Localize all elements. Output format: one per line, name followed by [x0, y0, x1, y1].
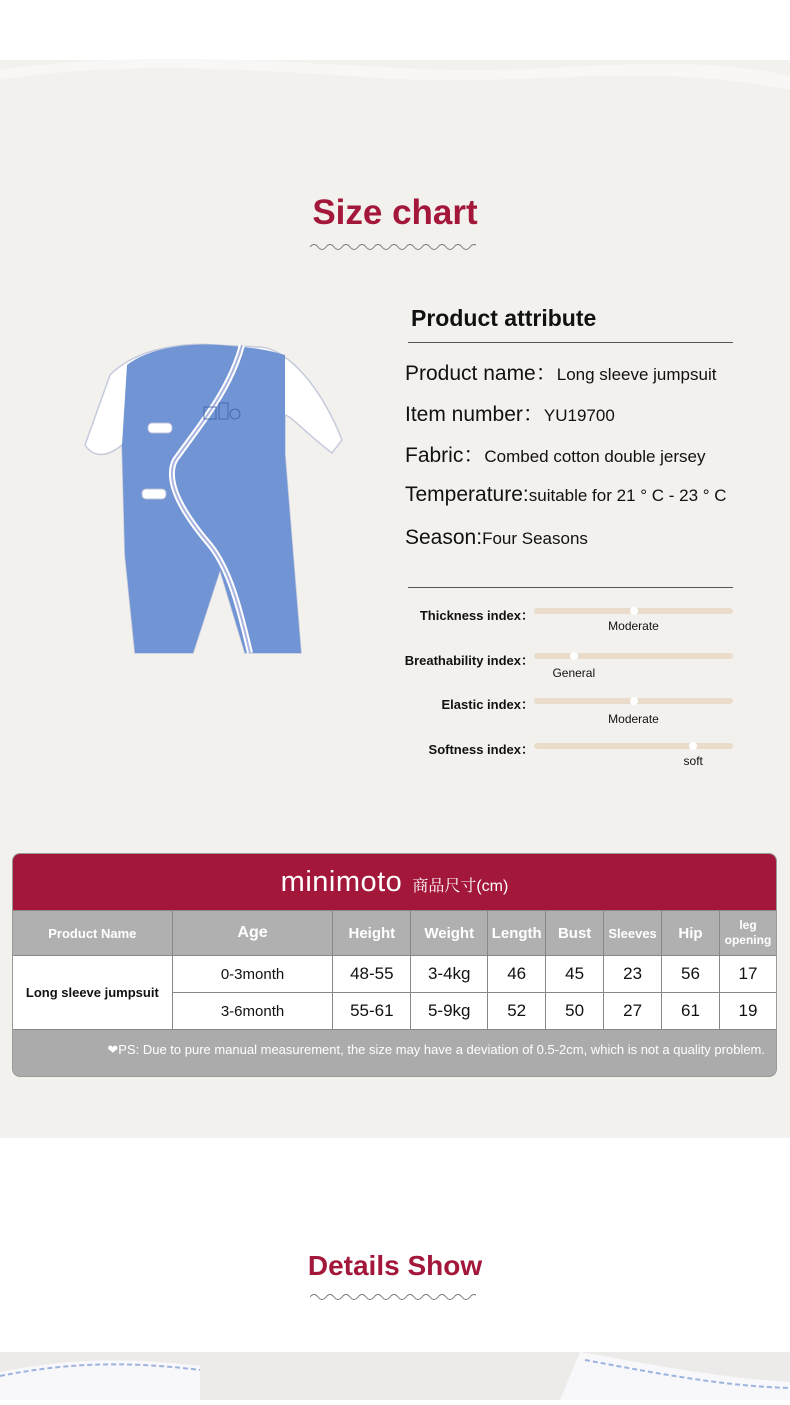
size-table-subtitle: 商品尺寸(cm) [412, 877, 509, 895]
attribute-key: Temperature: [405, 483, 529, 506]
breathability-index-label: Breathability index： [404, 653, 534, 668]
column-header: Height [333, 911, 411, 956]
attribute-product-name [405, 357, 716, 387]
softness-index-value: soft [683, 754, 703, 768]
column-header: leg opening [719, 911, 776, 956]
table-cell: 55-61 [333, 993, 411, 1030]
table-cell: 27 [604, 993, 662, 1030]
column-header: Age [172, 911, 333, 956]
softness-index-label: Softness index： [428, 742, 534, 757]
details-show-title: Details Show [307, 1250, 483, 1281]
attribute-key: Item number： [405, 403, 544, 426]
brand-logo: minimoto [280, 865, 403, 898]
product-attribute-heading: Product attribute [411, 305, 597, 331]
table-cell: 17 [719, 956, 776, 993]
thickness-index-track [534, 608, 733, 614]
thickness-index-value: Moderate [608, 619, 659, 633]
details-photo-fabric [0, 1352, 790, 1400]
details-squiggle [310, 1292, 476, 1302]
elastic-index-label: Elastic index： [441, 697, 534, 712]
attribute-key: Fabric： [405, 444, 485, 467]
details-photo [0, 1352, 790, 1400]
table-cell: 46 [488, 956, 546, 993]
thickness-index-label: Thickness index： [419, 608, 534, 623]
breathability-index-track [534, 653, 733, 659]
attribute-value: suitable for 21 ° C - 23 ° C [528, 486, 727, 505]
size-chart-title: Size chart [312, 193, 478, 232]
attribute-divider-top [408, 342, 733, 343]
table-cell: 3-6month [172, 993, 333, 1030]
size-table-header [13, 854, 776, 910]
table-row [13, 956, 777, 993]
attribute-key: Product name： [405, 362, 557, 385]
table-cell: 61 [662, 993, 720, 1030]
column-header: Bust [546, 911, 604, 956]
table-header-row [13, 911, 777, 956]
column-header: Weight [411, 911, 488, 956]
table-cell: 3-4kg [411, 956, 488, 993]
column-header: Length [488, 911, 546, 956]
table-cell: 50 [546, 993, 604, 1030]
decorative-wave [0, 40, 790, 130]
attribute-fabric [405, 439, 706, 469]
attribute-season [405, 526, 588, 550]
product-name-cell: Long sleeve jumpsuit [13, 956, 173, 1030]
attribute-value: Long sleeve jumpsuit [556, 365, 717, 384]
table-cell: 52 [488, 993, 546, 1030]
attribute-key: Season: [405, 526, 483, 549]
size-table [12, 910, 777, 1030]
breathability-index-value: General [552, 666, 596, 680]
table-cell: 19 [719, 993, 776, 1030]
attribute-temperature [405, 483, 727, 507]
measurement-note: ❤PS: Due to pure manual measurement, the size may have a deviation of 0.5-2cm, which is not a quality problem. [107, 1042, 765, 1057]
attribute-value: Combed cotton double jersey [484, 447, 706, 466]
attribute-value: Four Seasons [482, 529, 588, 548]
attribute-divider-bottom [408, 587, 733, 588]
elastic-index-track [534, 698, 733, 704]
breathability-index-marker [570, 652, 578, 660]
jumpsuit-image [80, 335, 345, 660]
softness-index-marker [689, 742, 697, 750]
attribute-value: YU19700 [543, 406, 615, 425]
elastic-index-marker [630, 697, 638, 705]
column-header: Sleeves [604, 911, 662, 956]
table-cell: 5-9kg [411, 993, 488, 1030]
column-header: Hip [662, 911, 720, 956]
elastic-index-value: Moderate [608, 712, 659, 726]
softness-index-track [534, 743, 733, 749]
table-cell: 48-55 [333, 956, 411, 993]
column-header: Product Name [13, 911, 173, 956]
table-cell: 45 [546, 956, 604, 993]
attribute-item-number [405, 398, 615, 428]
title-squiggle [310, 242, 476, 252]
table-cell: 56 [662, 956, 720, 993]
table-cell: 23 [604, 956, 662, 993]
thickness-index-marker [630, 607, 638, 615]
size-table-card [12, 853, 777, 1077]
table-cell: 0-3month [172, 956, 333, 993]
